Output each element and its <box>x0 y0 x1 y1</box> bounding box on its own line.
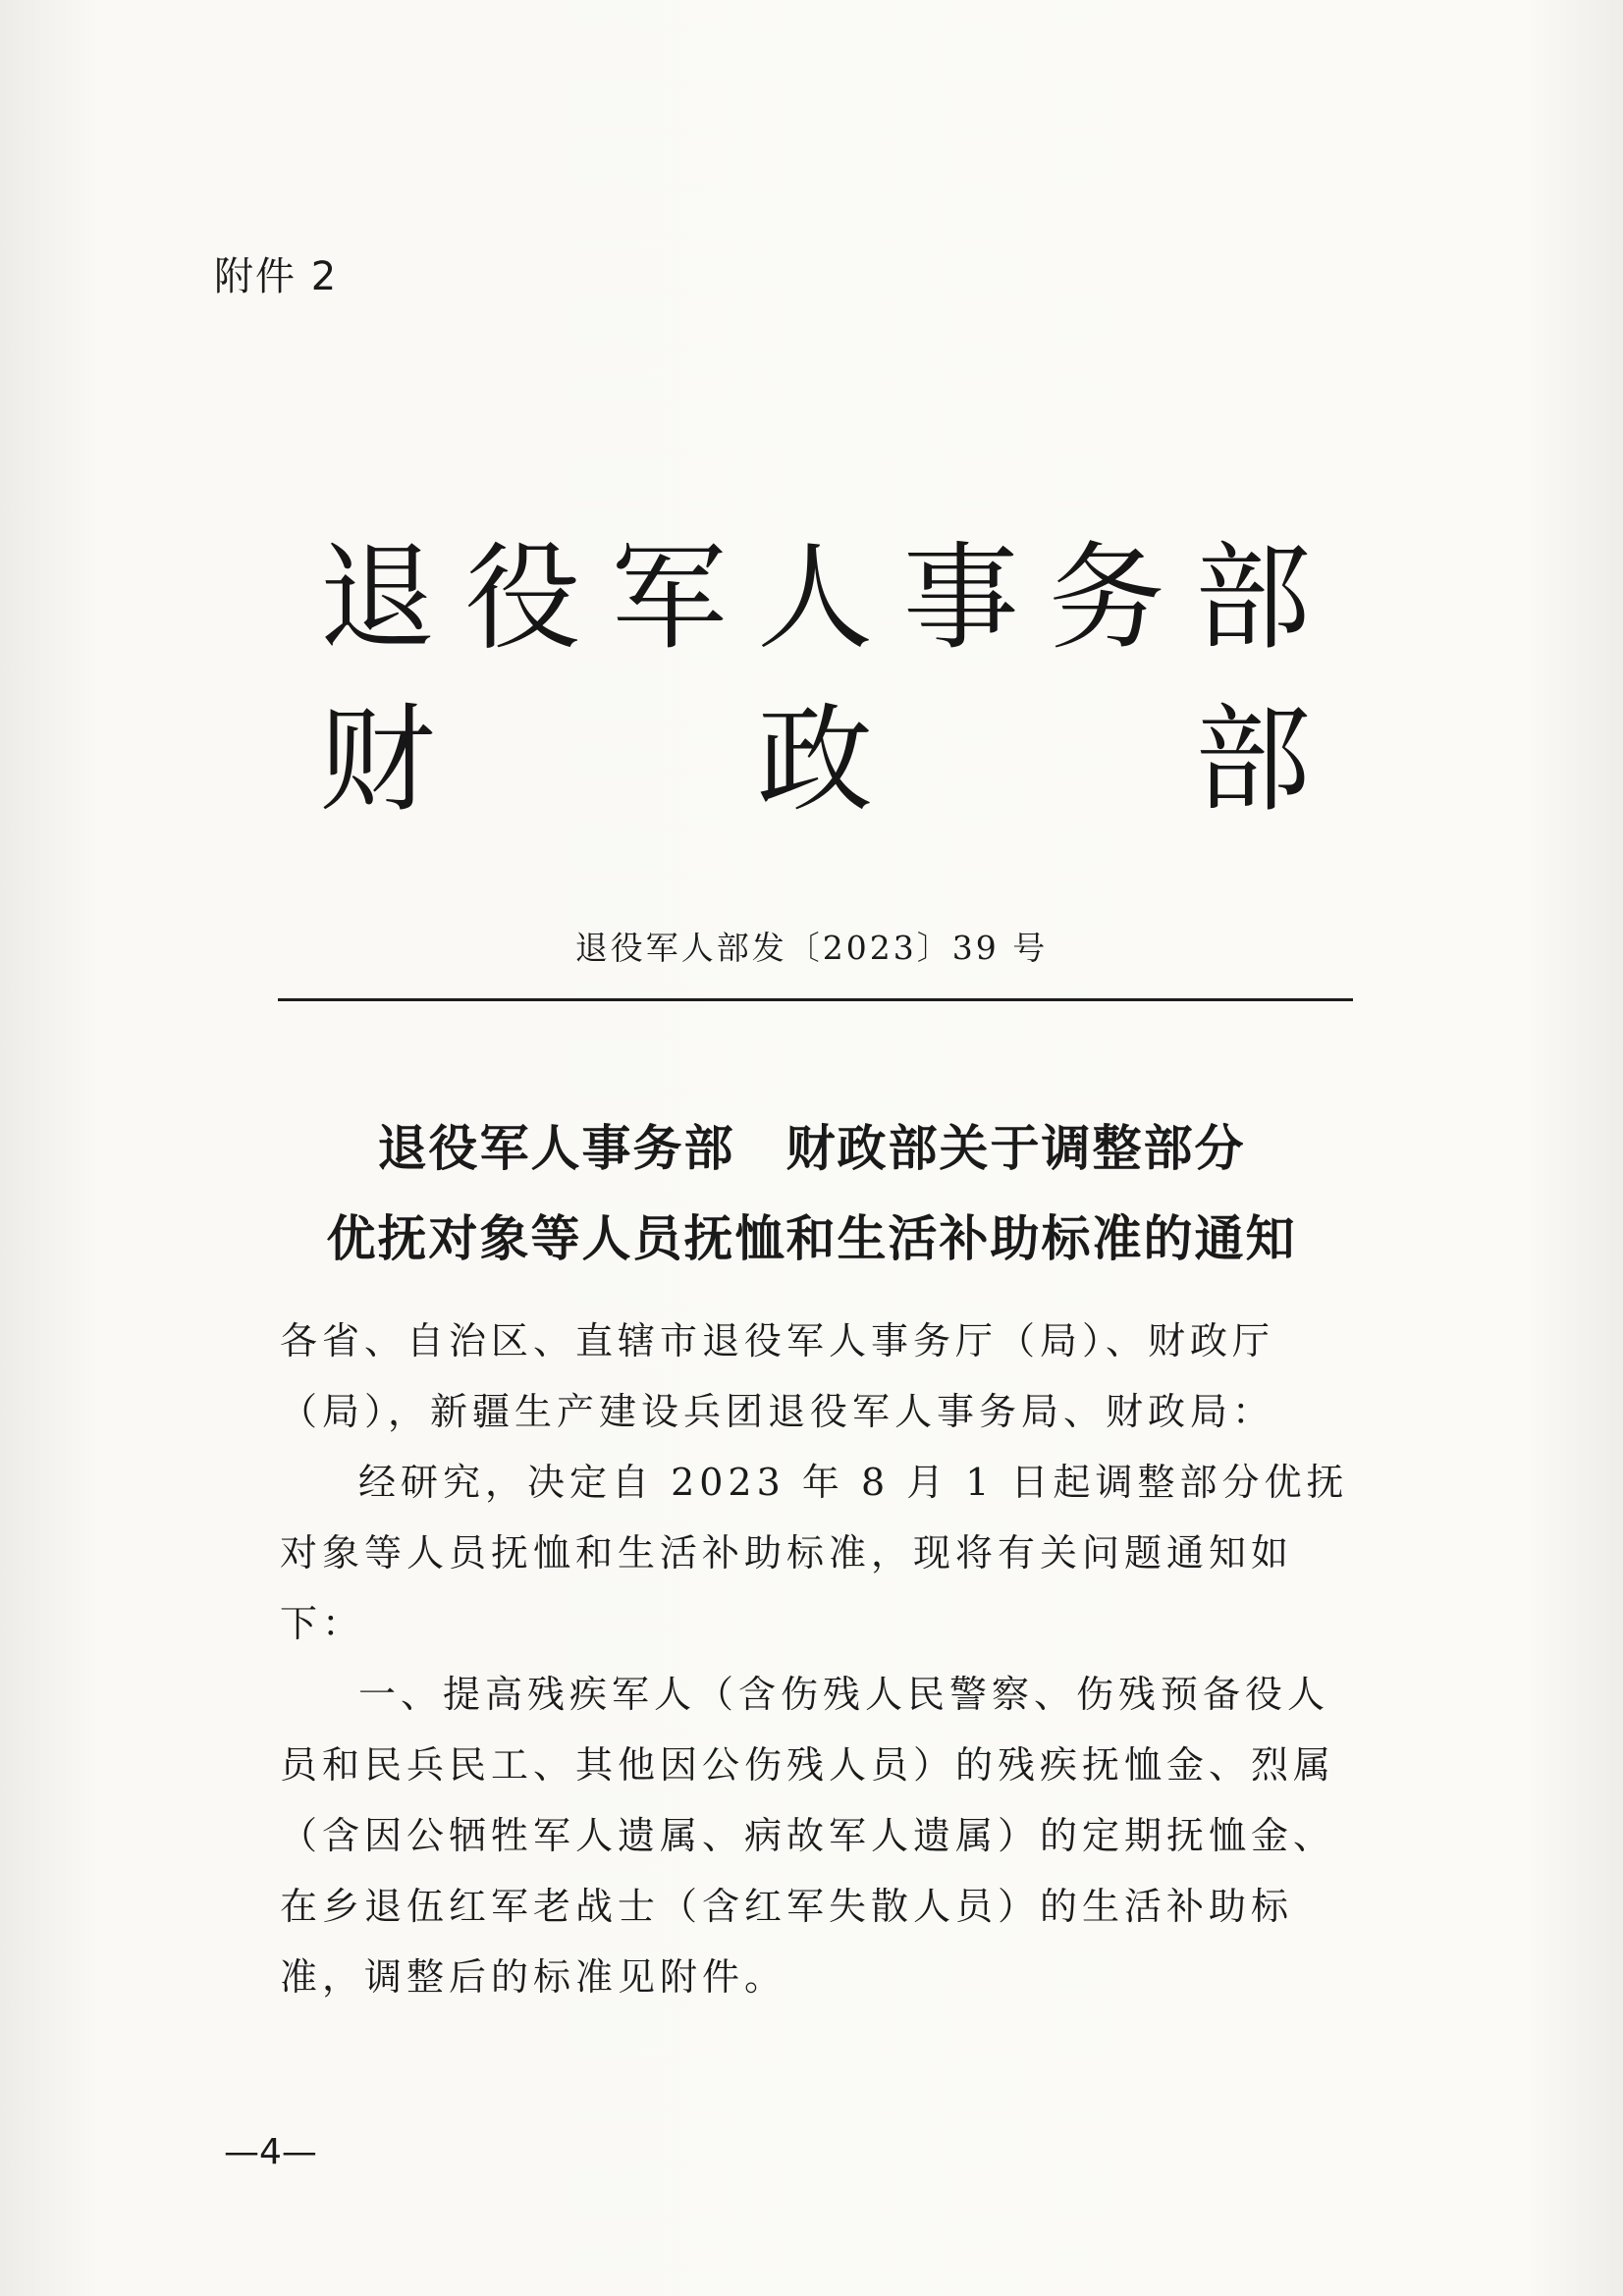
issuer-char: 部 <box>1194 530 1311 666</box>
paragraph: 经研究，决定自 2023 年 8 月 1 日起调整部分优抚对象等人员抚恤和生活补助标准，现将有关问题通知如下： <box>280 1461 1349 1645</box>
title-line-2: 优抚对象等人员抚恤和生活补助标准的通知 <box>326 1210 1297 1267</box>
issuer-line-1 <box>319 530 1311 666</box>
issuer-line-2 <box>319 692 1312 828</box>
issuer-char: 军 <box>611 530 728 666</box>
issuer-char: 部 <box>1195 692 1312 828</box>
issuer-char: 财 <box>319 692 436 828</box>
document-number: 退役军人部发〔2023〕39 号 <box>574 929 1049 967</box>
page-number: —4— <box>224 2132 317 2172</box>
addressee: 各省、自治区、直辖市退役军人事务厅（局）、财政厅（局），新疆生产建设兵团退役军人事务局、财政局： <box>280 1319 1275 1433</box>
issuer-char: 退 <box>319 530 436 666</box>
paragraph: 一、提高残疾军人（含伤残人民警察、伤残预备役人员和民兵民工、其他因公伤残人员）的残疾抚恤金、烈属（含因公牺牲军人遗属、病故军人遗属）的定期抚恤金、在乡退伍红军老战士（含红军失散人员）的生活补助标准，调整后的标准见附件。 <box>280 1673 1336 1999</box>
issuer-char: 事 <box>902 530 1019 666</box>
issuer-char: 政 <box>757 692 874 828</box>
header-divider <box>278 998 1353 1001</box>
body-text <box>280 1306 1355 2012</box>
issuer-char: 务 <box>1049 530 1165 666</box>
issuer-char: 役 <box>464 530 581 666</box>
issuer-char: 人 <box>756 530 873 666</box>
attachment-label: 附件 2 <box>214 254 339 299</box>
title-line-1: 退役军人事务部 财政部关于调整部分 <box>377 1120 1246 1177</box>
